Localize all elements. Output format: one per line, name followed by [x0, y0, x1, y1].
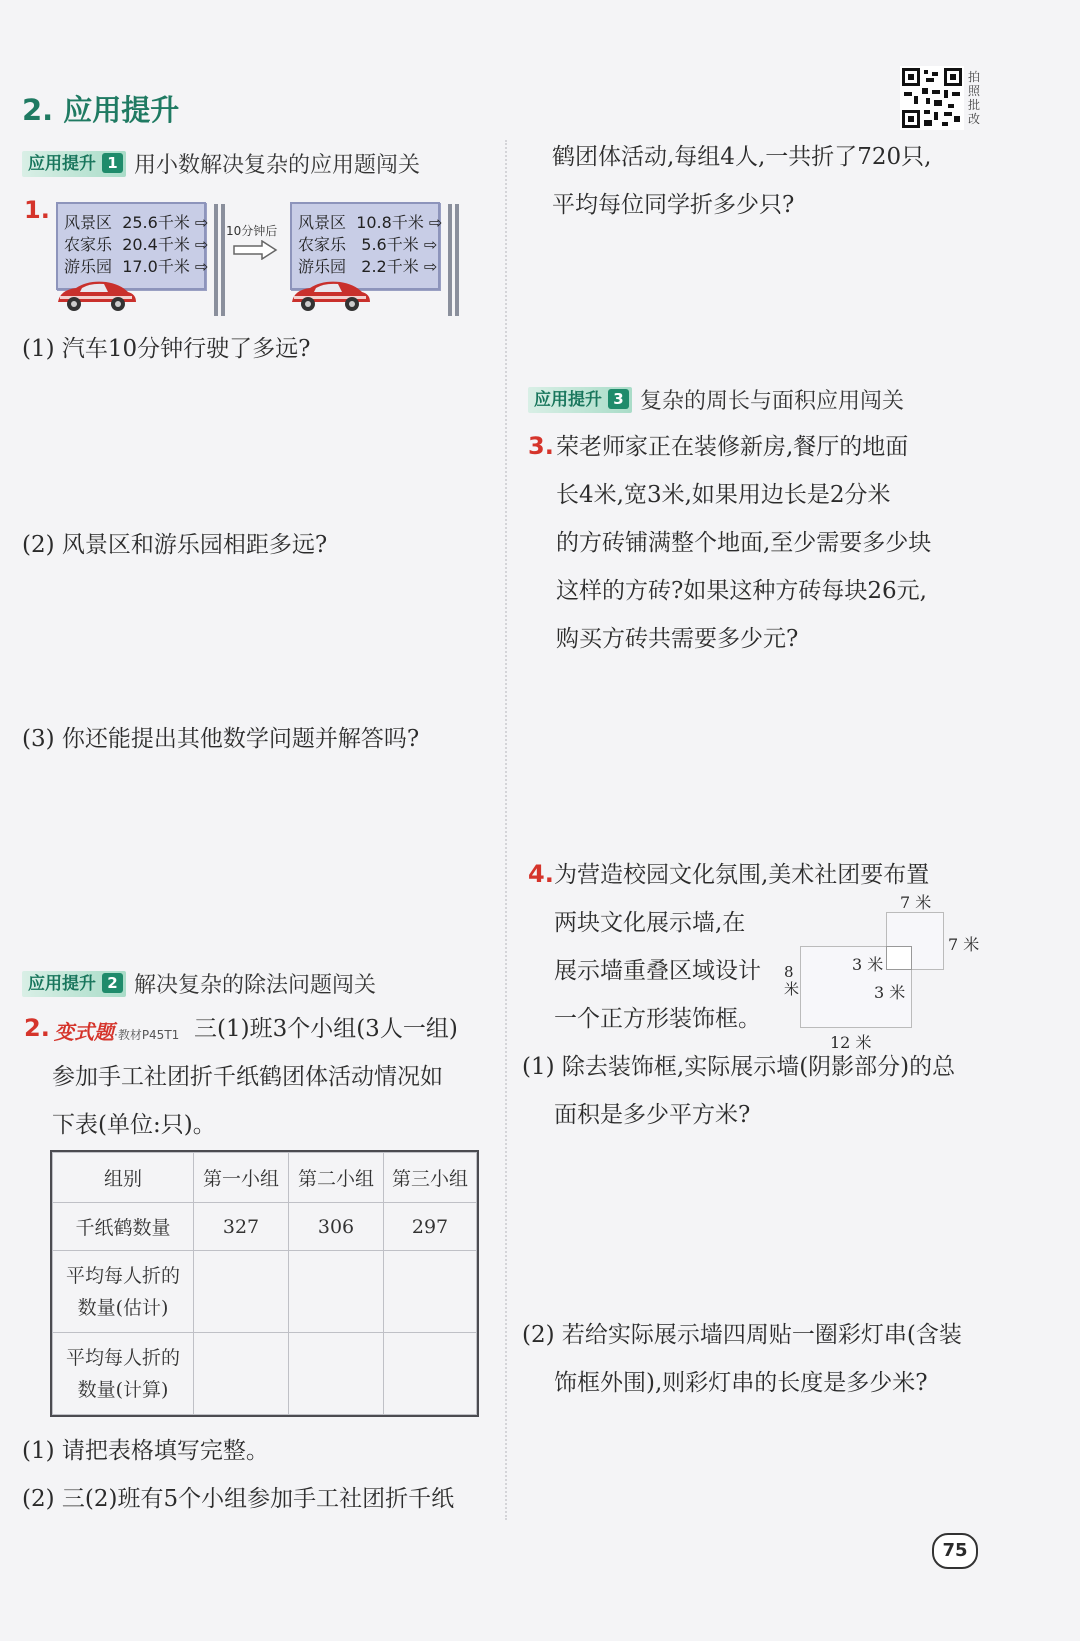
sign-distance: 5.6千米 — [361, 235, 419, 254]
level1-badge-text: 应用提升 — [28, 153, 96, 174]
answer-cell[interactable] — [384, 1333, 477, 1415]
q2-line1: 三(1)班3个小组(3人一组) — [194, 1016, 458, 1042]
sign-place: 农家乐 — [298, 235, 347, 254]
q2-number: 2. — [24, 1014, 50, 1042]
label-line: 平均每人折的 — [65, 1346, 180, 1369]
qr-label-char: 照 — [968, 84, 981, 98]
sign-row — [58, 212, 209, 234]
sign-distance: 25.6千米 — [122, 213, 190, 232]
q1-sign-after — [290, 202, 443, 290]
level3-title: 复杂的周长与面积应用闯关 — [640, 389, 905, 414]
q2-tag-sub: ·教材P45T1 — [114, 1028, 180, 1042]
sign-place: 农家乐 — [64, 235, 113, 254]
q2-sub2: (2) 三(2)班有5个小组参加手工社团折千纸 — [22, 1486, 455, 1512]
q2-cont1: 鹤团体活动,每组4人,一共折了720只, — [552, 144, 932, 170]
table-row-label — [53, 1333, 194, 1415]
decor-frame — [886, 946, 912, 970]
q4-sub2a: (2) 若给实际展示墙四周贴一圈彩灯串(含装 — [522, 1322, 962, 1348]
sign-place: 风景区 — [64, 213, 113, 232]
q2-line2: 参加手工社团折千纸鹤团体活动情况如 — [52, 1064, 443, 1090]
level1-title: 用小数解决复杂的应用题闯关 — [134, 153, 421, 178]
sign-row — [292, 234, 438, 256]
table-row — [53, 1203, 477, 1251]
level2-bar — [22, 968, 376, 999]
sign-row — [292, 212, 443, 234]
label-inner-width: 3 米 — [852, 955, 884, 974]
sign-distance: 2.2千米 — [361, 257, 419, 276]
q3-line: 荣老师家正在装修新房,餐厅的地面 — [556, 434, 909, 460]
arrow-right-icon: ⇨ — [428, 213, 443, 232]
car-icon — [54, 278, 138, 312]
q4-line3: 展示墙重叠区域设计 — [554, 958, 761, 984]
q3-line: 长4米,宽3米,如果用边长是2分米 — [556, 482, 891, 508]
level2-badge-text: 应用提升 — [28, 973, 96, 994]
answer-cell[interactable] — [194, 1251, 289, 1333]
q3-line: 这样的方砖?如果这种方砖每块26元, — [556, 578, 927, 604]
level1-badge-num: 1 — [102, 153, 123, 173]
label-line: 数量(计算) — [77, 1378, 169, 1401]
table-header-cell: 组别 — [53, 1153, 194, 1203]
answer-cell[interactable] — [194, 1333, 289, 1415]
sign-row — [292, 256, 438, 278]
qr-label-char: 改 — [968, 112, 981, 126]
label-line: 数量(估计) — [77, 1296, 169, 1319]
q1-sub3: (3) 你还能提出其他数学问题并解答吗? — [22, 726, 420, 752]
q3-number: 3. — [528, 432, 554, 460]
answer-cell[interactable] — [384, 1251, 477, 1333]
q4-sub1b: 面积是多少平方米? — [554, 1102, 751, 1128]
table-row-label — [53, 1251, 194, 1333]
level3-bar — [528, 384, 904, 415]
qr-code[interactable] — [900, 66, 964, 130]
car-icon — [288, 278, 372, 312]
table-header-cell: 第二小组 — [289, 1153, 384, 1203]
level2-badge-num: 2 — [102, 973, 123, 993]
table-cell: 306 — [289, 1203, 384, 1251]
table-header-row — [53, 1153, 477, 1203]
sign-distance: 17.0千米 — [122, 257, 190, 276]
table-cell: 297 — [384, 1203, 477, 1251]
q4-number: 4. — [528, 860, 554, 888]
big-arrow-icon — [232, 240, 278, 260]
label-left-height: 8米 — [784, 963, 800, 998]
q2-tag-main: 变式题 — [54, 1020, 114, 1044]
sign-place: 游乐园 — [64, 257, 113, 276]
qr-code-icon — [900, 66, 964, 130]
qr-label — [968, 70, 982, 126]
q4-line2: 两块文化展示墙,在 — [554, 910, 746, 936]
level2-badge — [22, 971, 126, 997]
sign-place: 风景区 — [298, 213, 347, 232]
q2-line3: 下表(单位:只)。 — [52, 1112, 216, 1138]
level3-badge-text: 应用提升 — [534, 389, 602, 410]
level1-bar — [22, 148, 420, 179]
column-divider — [505, 140, 507, 1520]
sign-place: 游乐园 — [298, 257, 347, 276]
q1-sub1: (1) 汽车10分钟行驶了多远? — [22, 336, 311, 362]
q4-sub1a: (1) 除去装饰框,实际展示墙(阴影部分)的总 — [522, 1054, 956, 1080]
qr-label-char: 拍 — [968, 70, 981, 84]
q2-sub1: (1) 请把表格填写完整。 — [22, 1438, 269, 1464]
sign-pole — [448, 204, 452, 316]
label-inner-height: 3 米 — [874, 983, 906, 1002]
q1-number: 1. — [24, 196, 50, 224]
q3-line: 购买方砖共需要多少元? — [556, 626, 799, 652]
sign-row — [58, 234, 209, 256]
q3-line: 的方砖铺满整个地面,至少需要多少块 — [556, 530, 932, 556]
q4-figure — [770, 886, 980, 1056]
qr-label-char: 批 — [968, 98, 981, 112]
label-bottom-width: 12 米 — [830, 1033, 872, 1052]
arrow-right-icon: ⇨ — [194, 235, 209, 254]
table-cell: 327 — [194, 1203, 289, 1251]
q4-sub2b: 饰框外围),则彩灯串的长度是多少米? — [554, 1370, 928, 1396]
q1-sign-before — [56, 202, 209, 290]
sign-pole — [214, 204, 218, 316]
q2-table — [50, 1150, 479, 1417]
page-number: 75 — [932, 1533, 978, 1569]
level2-title: 解决复杂的除法问题闯关 — [134, 973, 377, 998]
arrow-right-icon: ⇨ — [423, 235, 438, 254]
answer-cell[interactable] — [289, 1251, 384, 1333]
sign-row — [58, 256, 209, 278]
label-line: 平均每人折的 — [65, 1264, 180, 1287]
table-header-cell: 第三小组 — [384, 1153, 477, 1203]
q4-line1: 为营造校园文化氛围,美术社团要布置 — [554, 862, 930, 888]
label-top-width: 7 米 — [900, 893, 932, 912]
level3-badge-num: 3 — [608, 389, 629, 409]
q2-tag — [54, 1016, 179, 1045]
table-row — [53, 1251, 477, 1333]
table-row-label: 千纸鹤数量 — [53, 1203, 194, 1251]
level1-badge — [22, 151, 126, 177]
q2-cont2: 平均每位同学折多少只? — [552, 192, 795, 218]
label-right-height: 7 米 — [948, 935, 980, 954]
table-row — [53, 1333, 477, 1415]
level3-badge — [528, 387, 632, 413]
sign-pole — [221, 204, 225, 316]
sign-pole — [455, 204, 459, 316]
answer-cell[interactable] — [289, 1333, 384, 1415]
q4-line4: 一个正方形装饰框。 — [554, 1006, 761, 1032]
sign-distance: 20.4千米 — [122, 235, 190, 254]
arrow-right-icon: ⇨ — [194, 213, 209, 232]
q1-sub2: (2) 风景区和游乐园相距多远? — [22, 532, 328, 558]
section-title: 2. 应用提升 — [22, 93, 180, 127]
table-header-cell: 第一小组 — [194, 1153, 289, 1203]
arrow-right-icon: ⇨ — [194, 257, 209, 276]
q1-arrow-label: 10分钟后 — [226, 224, 278, 238]
sign-distance: 10.8千米 — [356, 213, 424, 232]
arrow-right-icon: ⇨ — [423, 257, 438, 276]
